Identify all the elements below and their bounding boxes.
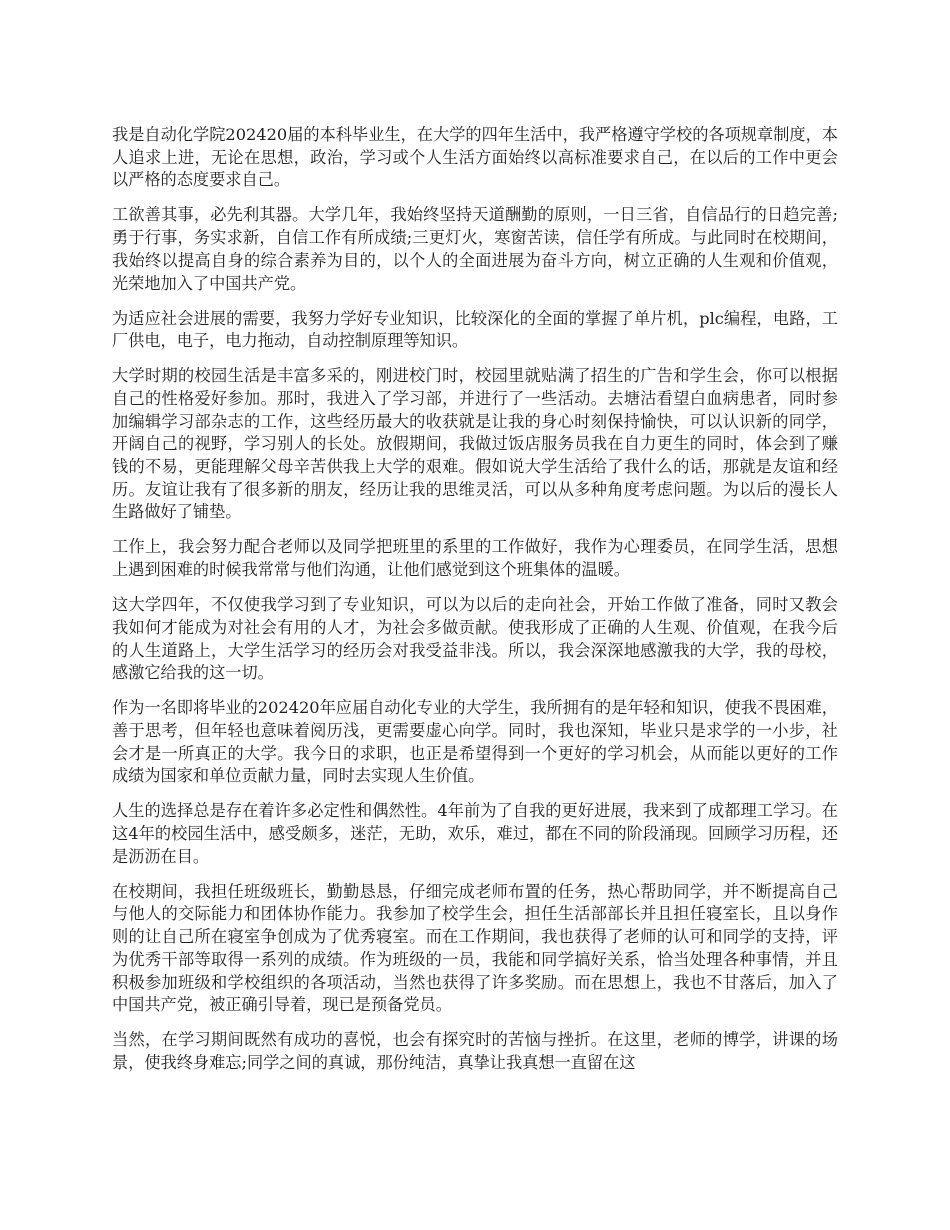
paragraph-1: 我是自动化学院202420届的本科毕业生，在大学的四年生活中，我严格遵守学校的各项规章制度，本人追求上进，无论在思想，政治，学习或个人生活方面始终以高标准要求自己，在以后的工作中更会以严格的态度要求自己。 bbox=[112, 125, 838, 190]
paragraph-8: 人生的选择总是存在着许多必定性和偶然性。4年前为了自我的更好进展，我来到了成都理工学习。在这4年的校园生活中，感受颇多，迷茫，无助，欢乐，难过，都在不同的阶段涌现。回顾学习历程，还是沥沥在目。 bbox=[112, 801, 838, 866]
paragraph-5: 工作上，我会努力配合老师以及同学把班里的系里的工作做好，我作为心理委员，在同学生活，思想上遇到困难的时候我常常与他们沟通，让他们感觉到这个班集体的温暖。 bbox=[112, 537, 838, 580]
paragraph-4: 大学时期的校园生活是丰富多采的，刚进校门时，校园里就贴满了招生的广告和学生会，你可以根据自己的性格爱好参加。那时，我进入了学习部，并进行了一些活动。去塘沽看望白血病患者，同时参加编辑学习部杂志的工作，这些经历最大的收获就是让我的身心时刻保持愉快，可以认识新的同学，开阔自己的视野，学习别人的长处。放假期间，我做过饭店服务员我在自力更生的同时，体会到了赚钱的不易，更能理解父母辛苦供我上大学的艰难。假如说大学生活给了我什么的话，那就是友谊和经历。友谊让我有了很多新的朋友，经历让我的思维灵活，可以从多种角度考虑问题。为以后的漫长人生路做好了铺垫。 bbox=[112, 366, 838, 522]
paragraph-6: 这大学四年，不仅使我学习到了专业知识，可以为以后的走向社会，开始工作做了准备，同时又教会我如何才能成为对社会有用的人才，为社会多做贡献。使我形成了正确的人生观、价值观，在我今后的人生道路上，大学生活学习的经历会对我受益非浅。所以，我会深深地感激我的大学，我的母校，感激它给我的这一切。 bbox=[112, 595, 838, 683]
paragraph-7: 作为一名即将毕业的202420年应届自动化专业的大学生，我所拥有的是年轻和知识，使我不畏困难，善于思考，但年轻也意味着阅历浅，更需要虚心向学。同时，我也深知，毕业只是求学的一小步，社会才是一所真正的大学。我今日的求职，也正是希望得到一个更好的学习机会，从而能以更好的工作成绩为国家和单位贡献力量，同时去实现人生价值。 bbox=[112, 698, 838, 786]
paragraph-10: 当然，在学习期间既然有成功的喜悦，也会有探究时的苦恼与挫折。在这里，老师的博学，讲课的场景，使我终身难忘;同学之间的真诚，那份纯洁，真挚让我真想一直留在这 bbox=[112, 1030, 838, 1072]
paragraph-9: 在校期间，我担任班级班长，勤勤恳恳，仔细完成老师布置的任务，热心帮助同学，并不断提高自己与他人的交际能力和团体协作能力。我参加了校学生会，担任生活部部长并且担任寝室长，且以身作则的让自己所在寝室争创成为了优秀寝室。而在工作期间，我也获得了老师的认可和同学的支持，评为优秀干部等取得一系列的成绩。作为班级的一员，我能和同学搞好关系，恰当处理各种事情，并且积极参加班级和学校组织的各项活动，当然也获得了许多奖励。而在思想上，我也不甘落后，加入了中国共产党，被正确引导着，现已是预备党员。 bbox=[112, 881, 838, 1015]
paragraph-3: 为适应社会进展的需要，我努力学好专业知识，比较深化的全面的掌握了单片机，plc编程，电路，工厂供电，电子，电力拖动，自动控制原理等知识。 bbox=[112, 308, 838, 351]
document-page bbox=[112, 124, 838, 1087]
paragraph-2: 工欲善其事，必先利其器。大学几年，我始终坚持天道酬勤的原则，一日三省，自信品行的日趋完善;勇于行事，务实求新，自信工作有所成绩;三更灯火，寒窗苦读，信任学有所成。与此同时在校期间，我始终以提高自身的综合素养为目的，以个人的全面进展为奋斗方向，树立正确的人生观和价值观，光荣地加入了中国共产党。 bbox=[112, 205, 838, 293]
